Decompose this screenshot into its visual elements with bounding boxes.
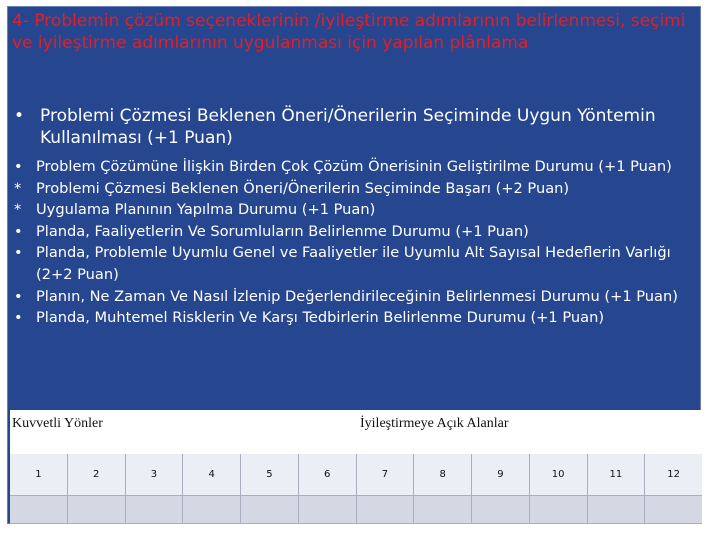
number-cell: 12: [645, 454, 702, 496]
number-row: [10, 454, 702, 496]
list-item: [14, 242, 694, 285]
bullet-icon: •: [14, 244, 23, 262]
bullet-icon: •: [14, 106, 25, 126]
bullet-icon: •: [14, 287, 23, 305]
empty-cell: [299, 496, 357, 524]
strengths-header: Kuvvetli Yönler: [12, 416, 103, 431]
number-cell: 4: [183, 454, 241, 496]
number-cell: 8: [414, 454, 472, 496]
list-item-text: Planda, Faaliyetlerin Ve Sorumluların Belirlenme Durumu (+1 Puan): [36, 222, 529, 240]
table-header-row: [10, 410, 702, 455]
list-item: [14, 178, 694, 200]
asterisk-icon: *: [14, 179, 22, 197]
list-item-text: Problemi Çözmesi Beklenen Öneri/Önerilerin Seçiminde Başarı (+2 Puan): [36, 179, 570, 197]
list-item: [14, 221, 694, 243]
lead-text: Problemi Çözmesi Beklenen Öneri/Önerilerin Seçiminde Uygun Yöntemin Kullanılması (+1 Puan): [40, 106, 656, 148]
list-item-text: Planda, Muhtemel Risklerin Ve Karşı Tedbirlerin Belirlenme Durumu (+1 Puan): [36, 309, 605, 327]
empty-cell: [645, 496, 702, 524]
number-cell: 3: [126, 454, 184, 496]
list-item-text: Planın, Ne Zaman Ve Nasıl İzlenip Değerlendirileceğinin Belirlenmesi Durumu (+1 Puan): [36, 287, 678, 305]
number-cell: 2: [68, 454, 126, 496]
empty-cell: [126, 496, 184, 524]
empty-cell: [357, 496, 415, 524]
number-cell: 6: [299, 454, 357, 496]
empty-cell: [472, 496, 530, 524]
list-item-text: Planda, Problemle Uyumlu Genel ve Faaliyetler ile Uyumlu Alt Sayısal Hedeflerin Varlığı (2+2 Puan): [36, 244, 671, 283]
bullet-icon: •: [14, 222, 23, 240]
empty-cell: [241, 496, 299, 524]
empty-row: [10, 496, 702, 524]
empty-cell: [68, 496, 126, 524]
bullet-icon: •: [14, 158, 23, 175]
number-cell: 7: [357, 454, 415, 496]
number-cell: 11: [588, 454, 646, 496]
empty-cell: [183, 496, 241, 524]
list-item: [14, 156, 694, 178]
criteria-list: [14, 156, 694, 329]
list-item: [14, 307, 694, 329]
list-item: [14, 199, 694, 221]
lead-item: [14, 105, 694, 149]
list-item-text: Uygulama Planının Yapılma Durumu (+1 Puan): [36, 201, 376, 219]
list-item: [14, 286, 694, 308]
empty-cell: [10, 496, 68, 524]
slide-title: 4- Problemin çözüm seçeneklerinin /iyileştirme adımlarının belirlenmesi, seçimi ve iyileştirme adımlarının uygulanması için yapılan plânlama: [12, 11, 686, 53]
bullet-icon: •: [14, 309, 23, 327]
slide-panel: [7, 6, 701, 524]
empty-cell: [414, 496, 472, 524]
asterisk-icon: *: [14, 201, 22, 219]
score-table: [10, 410, 702, 526]
list-item-text: Problem Çözümüne İlişkin Birden Çok Çözüm Önerisinin Geliştirilme Durumu (+1 Puan): [36, 158, 672, 175]
improvement-areas-header: İyileştirmeye Açık Alanlar: [360, 416, 509, 431]
empty-cell: [530, 496, 588, 524]
number-cell: 1: [10, 454, 68, 496]
number-cell: 10: [530, 454, 588, 496]
empty-cell: [588, 496, 646, 524]
number-cell: 5: [241, 454, 299, 496]
number-cell: 9: [472, 454, 530, 496]
